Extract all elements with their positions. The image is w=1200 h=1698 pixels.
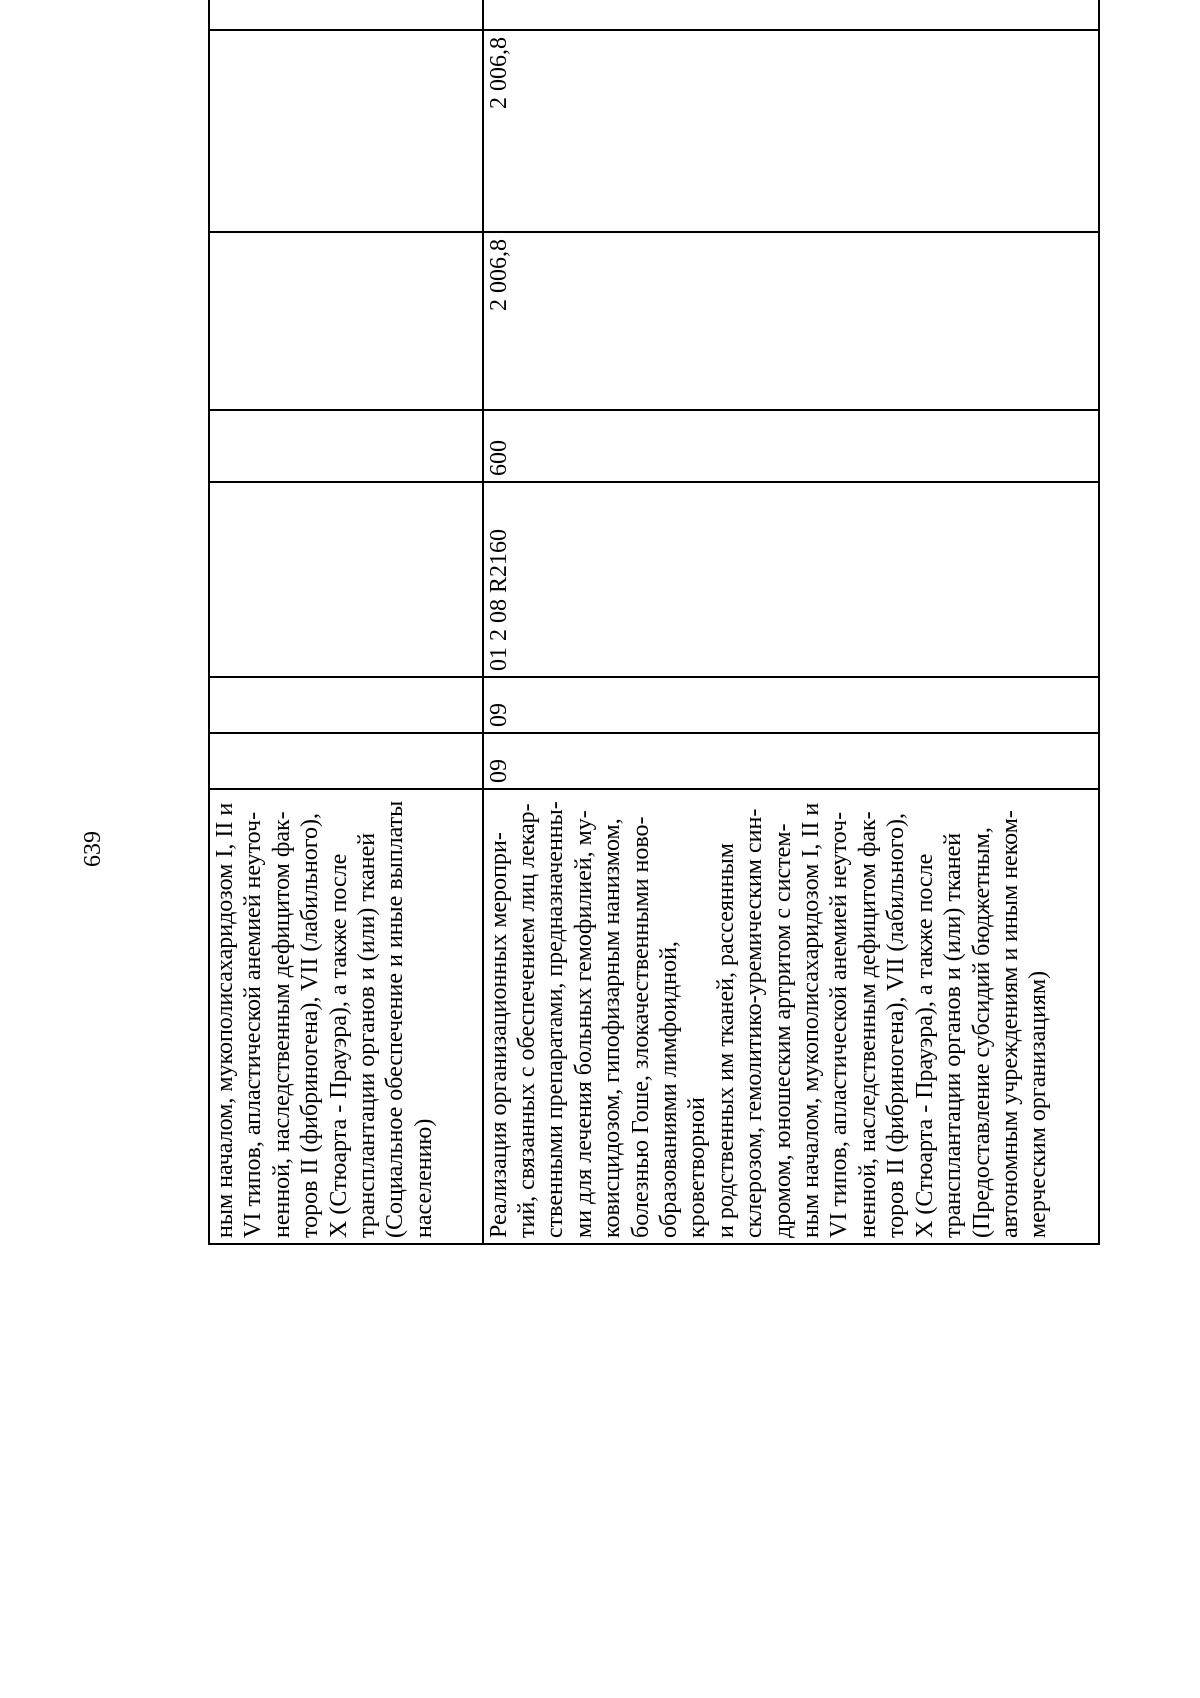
description-line: дромом, юношеским артритом с систем-	[769, 823, 796, 1238]
description-line: ным началом, мукополисахаридозом I, II и	[212, 802, 238, 1238]
description-line: населению)	[410, 1118, 437, 1238]
target-article-cell: 01 2 08 R2160	[483, 482, 1099, 677]
description-line: и родственных им тканей, рассеянным	[712, 843, 739, 1238]
page-number: 639	[80, 831, 106, 867]
description-line: трансплантации органов и (или) тканей	[940, 832, 967, 1238]
description-line: образованиями лимфоидной, кроветворной	[656, 941, 711, 1238]
table-row	[483, 0, 1099, 1244]
section-code-cell: 09	[483, 677, 1099, 733]
description-line: тий, связанных с обеспечением лиц лекар-	[514, 803, 541, 1238]
target-article-cell	[209, 482, 483, 677]
description-line: автономным учреждениям и иным неком-	[996, 810, 1023, 1238]
description-line: (Предоставление субсидий бюджетным,	[968, 827, 995, 1238]
table-row	[209, 0, 483, 1244]
budget-table	[208, 0, 1100, 1245]
description-line: X (Стюарта - Прауэра), а также после	[325, 853, 352, 1238]
description-line: ным началом, мукополисахаридозом I, II и	[798, 802, 825, 1238]
description-line: X (Стюарта - Прауэра), а также после	[911, 853, 938, 1238]
description-line: склерозом, гемолитико-уремическим син-	[741, 808, 768, 1238]
description-line: VI типов, апластической анемией неуточ-	[240, 811, 267, 1238]
amount-cell	[483, 0, 1099, 30]
description-line: болезнью Гоше, злокачественными ново-	[627, 816, 654, 1238]
description-line: VI типов, апластической анемией неуточ-	[826, 811, 853, 1238]
ministry-code-cell	[209, 733, 483, 789]
description-line: торов II (фибриногена), VII (лабильного),	[883, 812, 910, 1238]
description-line: ственными препаратами, предназначенны-	[542, 801, 569, 1238]
description-line: мерческим организациям)	[1025, 970, 1052, 1238]
description-line: торов II (фибриногена), VII (лабильного),	[297, 812, 324, 1238]
description-cell	[209, 789, 483, 1244]
description-line: (Социальное обеспечение и иные выплаты	[382, 800, 409, 1238]
description-line: ми для лечения больных гемофилией, му-	[570, 810, 597, 1238]
expense-type-cell	[209, 410, 483, 482]
amount-cell	[209, 232, 483, 410]
description-cell	[483, 789, 1099, 1244]
description-line: ненной, наследственным дефицитом фак-	[854, 811, 881, 1238]
description-line: трансплантации органов и (или) тканей	[354, 832, 381, 1238]
description-line: ковисцидозом, гипофизарным нанизмом,	[599, 818, 626, 1238]
expense-type-cell: 600	[483, 410, 1099, 482]
amount-cell	[209, 30, 483, 232]
section-code-cell	[209, 677, 483, 733]
description-line: Реализация организационных меропри-	[485, 832, 512, 1238]
ministry-code-cell: 09	[483, 733, 1099, 789]
amount-cell: 2 006,8	[483, 232, 1099, 410]
description-line: ненной, наследственным дефицитом фак-	[268, 811, 295, 1238]
amount-cell: 2 006,8	[483, 30, 1099, 232]
budget-table-wrapper	[208, 37, 1100, 1245]
amount-cell	[209, 0, 483, 30]
